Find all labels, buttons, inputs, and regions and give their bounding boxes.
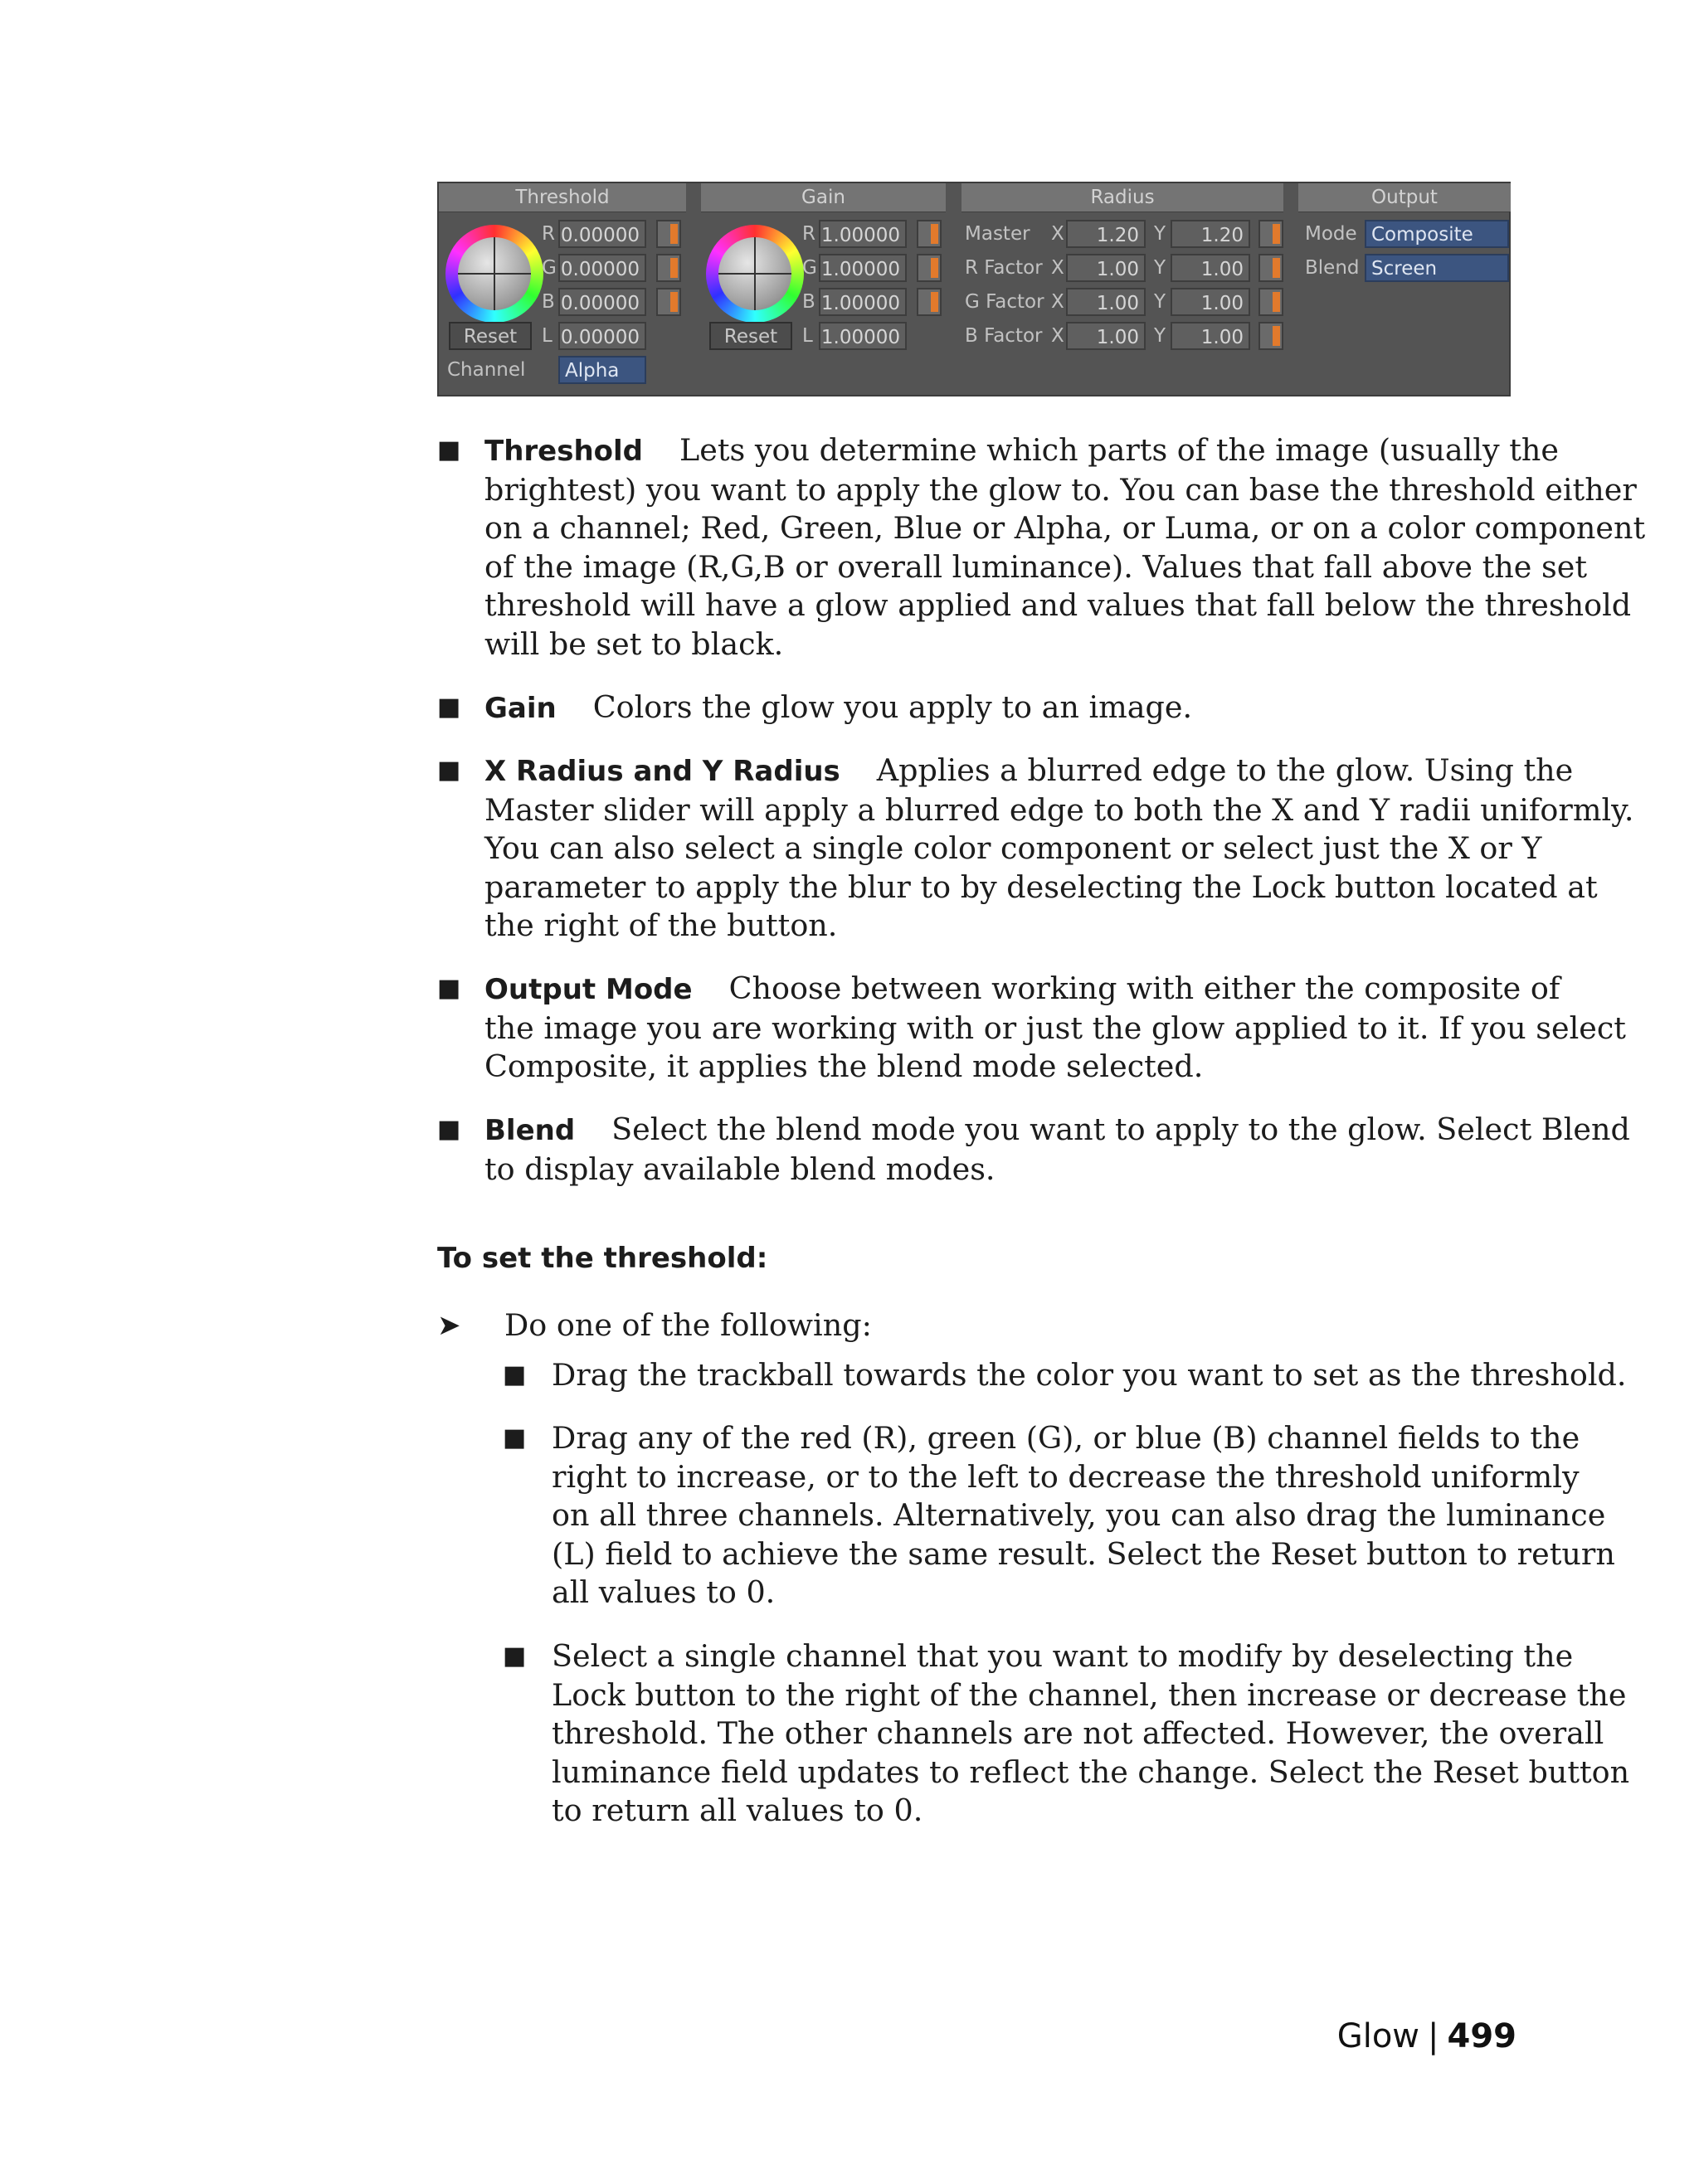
gain-g-lock-button[interactable] xyxy=(917,254,942,282)
gain-r-label: R xyxy=(802,223,815,245)
substep-item xyxy=(552,1419,1615,1612)
gain-b-lock-button[interactable] xyxy=(917,288,942,316)
radius-master-y-field[interactable]: 1.20 xyxy=(1171,220,1250,248)
radius-bfactor-x-field[interactable]: 1.00 xyxy=(1066,322,1146,350)
item-line: Colors the glow you apply to an image. xyxy=(592,689,1193,725)
threshold-b-lock-button[interactable] xyxy=(656,288,681,316)
item-line: You can also select a single color component or select just the X or Y xyxy=(484,830,1542,866)
threshold-trackball[interactable] xyxy=(445,225,543,323)
substep-line: all values to 0. xyxy=(552,1574,776,1610)
gain-g-field[interactable]: 1.00000 xyxy=(819,254,907,282)
gain-g-label: G xyxy=(802,257,817,279)
substep-line: Drag any of the red (R), green (G), or blue (B) channel fields to the xyxy=(552,1420,1580,1456)
radius-rfactor-lock-button[interactable] xyxy=(1258,254,1283,282)
radius-bfactor-label: B Factor xyxy=(965,325,1043,347)
item-term: X Radius and Y Radius xyxy=(484,755,840,788)
page-number: 499 xyxy=(1447,2017,1516,2055)
item-line: the right of the button. xyxy=(484,907,838,943)
radius-bfactor-y-label: Y xyxy=(1154,325,1166,347)
item-term: Blend xyxy=(484,1114,576,1147)
bullet-square-icon: ■ xyxy=(437,435,461,465)
gain-header: Gain xyxy=(701,183,946,212)
bullet-square-icon: ■ xyxy=(437,974,461,1003)
substep-item xyxy=(552,1637,1629,1831)
item-line: Choose between working with either the composite of xyxy=(728,970,1560,1006)
threshold-g-field[interactable]: 0.00000 xyxy=(558,254,646,282)
radius-header: Radius xyxy=(961,183,1283,212)
threshold-r-field[interactable]: 0.00000 xyxy=(558,220,646,248)
radius-master-y-label: Y xyxy=(1154,223,1166,245)
item-line: the image you are working with or just the glow applied to it. If you select xyxy=(484,1009,1626,1046)
threshold-g-lock-button[interactable] xyxy=(656,254,681,282)
gain-l-field[interactable]: 1.00000 xyxy=(819,322,907,350)
threshold-l-field[interactable]: 0.00000 xyxy=(558,322,646,350)
threshold-header: Threshold xyxy=(439,183,686,212)
item-line: threshold will have a glow applied and values that fall below the threshold xyxy=(484,587,1632,623)
item-line: Master slider will apply a blurred edge to both the X and Y radii uniformly. xyxy=(484,791,1634,828)
item-line: to display available blend modes. xyxy=(484,1150,996,1187)
substep-line: Lock button to the right of the channel, then increase or decrease the xyxy=(552,1676,1627,1713)
substep-line: right to increase, or to the left to decrease the threshold uniformly xyxy=(552,1458,1580,1495)
item-line: Select the blend mode you want to apply to the glow. Select Blend xyxy=(611,1111,1630,1147)
bullet-square-icon: ■ xyxy=(503,1360,527,1389)
radius-master-x-field[interactable]: 1.20 xyxy=(1066,220,1146,248)
gain-r-lock-button[interactable] xyxy=(917,220,942,248)
procedure-step: Do one of the following: xyxy=(504,1307,872,1343)
radius-gfactor-y-label: Y xyxy=(1154,291,1166,313)
item-line: parameter to apply the blur to by deselecting the Lock button located at xyxy=(484,868,1598,905)
radius-rfactor-x-field[interactable]: 1.00 xyxy=(1066,254,1146,282)
bullet-square-icon: ■ xyxy=(503,1423,527,1452)
output-header: Output xyxy=(1298,183,1511,212)
gain-trackball[interactable] xyxy=(706,225,804,323)
radius-gfactor-x-label: X xyxy=(1051,291,1064,313)
item-line: Applies a blurred edge to the glow. Using the xyxy=(876,752,1574,788)
item-line: Lets you determine which parts of the image (usually the xyxy=(679,432,1559,468)
footer-separator: | xyxy=(1428,2017,1439,2055)
radius-bfactor-lock-button[interactable] xyxy=(1258,322,1283,350)
bullet-square-icon: ■ xyxy=(437,1115,461,1144)
threshold-b-label: B xyxy=(542,291,555,313)
list-item-radius xyxy=(484,752,1634,946)
item-line: on a channel; Red, Green, Blue or Alpha, or Luma, or on a color component xyxy=(484,510,1646,546)
item-term: Gain xyxy=(484,692,557,725)
threshold-r-label: R xyxy=(542,223,555,245)
gain-reset-button[interactable]: Reset xyxy=(709,322,792,350)
bullet-square-icon: ■ xyxy=(437,693,461,722)
substep-line: luminance field updates to reflect the change. Select the Reset button xyxy=(552,1754,1630,1790)
item-term: Threshold xyxy=(484,435,644,468)
radius-gfactor-label: G Factor xyxy=(965,291,1044,313)
substep-item xyxy=(552,1356,1627,1395)
gain-r-field[interactable]: 1.00000 xyxy=(819,220,907,248)
substep-line: Drag the trackball towards the color you want to set as the threshold. xyxy=(552,1357,1627,1393)
footer-section: Glow xyxy=(1336,2017,1420,2055)
gain-b-field[interactable]: 1.00000 xyxy=(819,288,907,316)
radius-rfactor-y-label: Y xyxy=(1154,257,1166,279)
radius-rfactor-label: R Factor xyxy=(965,257,1043,279)
radius-rfactor-x-label: X xyxy=(1051,257,1064,279)
procedure-heading: To set the threshold: xyxy=(437,1242,768,1275)
item-line: brightest) you want to apply the glow to. You can base the threshold either xyxy=(484,471,1637,508)
radius-master-lock-button[interactable] xyxy=(1258,220,1283,248)
output-mode-label: Mode xyxy=(1305,223,1357,245)
radius-bfactor-y-field[interactable]: 1.00 xyxy=(1171,322,1250,350)
item-line: will be set to black. xyxy=(484,625,784,662)
channel-label: Channel xyxy=(447,359,526,381)
gain-l-label: L xyxy=(802,325,813,347)
list-item-blend xyxy=(484,1111,1630,1189)
channel-dropdown[interactable]: Alpha xyxy=(558,356,646,384)
radius-master-x-label: X xyxy=(1051,223,1064,245)
list-item-output-mode xyxy=(484,970,1626,1087)
substep-line: Select a single channel that you want to modify by deselecting the xyxy=(552,1638,1574,1674)
item-line: Composite, it applies the blend mode selected. xyxy=(484,1048,1204,1084)
item-term: Output Mode xyxy=(484,973,693,1006)
radius-gfactor-lock-button[interactable] xyxy=(1258,288,1283,316)
output-blend-label: Blend xyxy=(1305,257,1360,279)
glow-settings-panel xyxy=(437,182,1511,396)
threshold-reset-button[interactable]: Reset xyxy=(449,322,532,350)
radius-gfactor-x-field[interactable]: 1.00 xyxy=(1066,288,1146,316)
threshold-g-label: G xyxy=(542,257,557,279)
page-footer xyxy=(1337,2016,1516,2057)
threshold-b-field[interactable]: 0.00000 xyxy=(558,288,646,316)
bullet-square-icon: ■ xyxy=(503,1642,527,1671)
radius-master-label: Master xyxy=(965,223,1030,245)
substep-line: (L) field to achieve the same result. Select the Reset button to return xyxy=(552,1535,1615,1572)
substep-line: threshold. The other channels are not affected. However, the overall xyxy=(552,1715,1604,1751)
output-mode-dropdown[interactable]: Composite xyxy=(1365,220,1509,248)
radius-rfactor-y-field[interactable]: 1.00 xyxy=(1171,254,1250,282)
radius-gfactor-y-field[interactable]: 1.00 xyxy=(1171,288,1250,316)
radius-bfactor-x-label: X xyxy=(1051,325,1064,347)
list-item-threshold xyxy=(484,431,1645,664)
bullet-square-icon: ■ xyxy=(437,756,461,785)
arrow-right-icon: ➤ xyxy=(437,1309,461,1342)
item-line: of the image (R,G,B or overall luminance). Values that fall above the set xyxy=(484,548,1588,585)
output-blend-dropdown[interactable]: Screen xyxy=(1365,254,1509,282)
substep-line: to return all values to 0. xyxy=(552,1792,923,1828)
list-item-gain xyxy=(484,688,1192,728)
gain-b-label: B xyxy=(802,291,815,313)
threshold-l-label: L xyxy=(542,325,553,347)
threshold-r-lock-button[interactable] xyxy=(656,220,681,248)
substep-line: on all three channels. Alternatively, you can also drag the luminance xyxy=(552,1497,1606,1533)
